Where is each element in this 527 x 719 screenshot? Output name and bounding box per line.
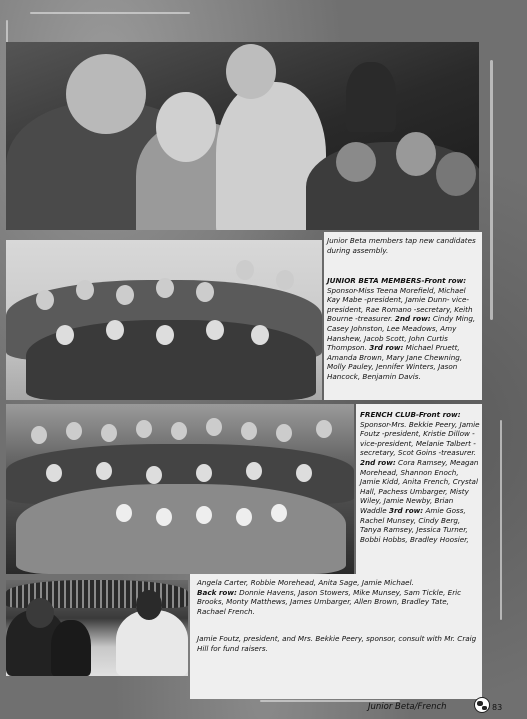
back-row: Donnie Havens, Jason Stowers, Mike Munsey, Sam Tickle, Eric Brooks, Monty Matthews, James Umbarger, Allen Brown, Bradley Tate, Rachael French. [197, 587, 462, 616]
french-row3-cont: Angela Carter, Robbie Morehead, Anita Sage, Jamie Michael. [197, 578, 414, 587]
french-row3: Amie Goss, Rachel Munsey, Cindy Berg, Tanya Ramsey, Jessica Turner, Bobbi Hobbs, Bradley Hoosier, [360, 505, 469, 544]
globe-icon [474, 697, 490, 713]
beta-row3-label: 3rd row: [369, 343, 404, 353]
fundraiser-caption: Jamie Foutz, president, and Mrs. Bekkie Peery, sponsor, consult with Mr. Craig Hill for fund raisers. [197, 634, 477, 653]
french-continuation-caption [197, 578, 479, 616]
french-club-group-photo [6, 404, 354, 574]
junior-beta-caption [327, 276, 479, 382]
fundraiser-photo [6, 580, 188, 676]
marble-vein [500, 420, 502, 620]
assembly-photo [6, 42, 479, 230]
french-row2: Cora Ramsey, Meagan Morehead, Shannon Enoch, Jamie Kidd, Anita French, Crystal Hall, Pachess Umbarger, Misty Wiley, Jamie Newby, Brian Waddle [360, 457, 479, 515]
marble-vein [30, 12, 190, 14]
french-club-caption [360, 410, 480, 544]
beta-row2: Cindy Ming, Casey Johnston, Lee Meadows, Amy Hanshew, Jacob Scott, John Curtis Thompson. [327, 314, 476, 353]
beta-front-row: Sponsor-Miss Teena Morefield, Michael Kay Mabe -president, Jamie Dunn- vice-president, Rae Romano -secretary, Keith Bourne -treasurer. [327, 285, 473, 324]
french-heading: FRENCH CLUB-Front row: [360, 410, 461, 419]
french-row3-label: 3rd row: [388, 505, 424, 515]
french-front-row: Sponsor-Mrs. Bekkie Peery, Jamie Foutz -president, Kristie Dillow -vice-president, Melanie Talbert -secretary, Scot Goins -treasurer. [360, 419, 480, 458]
french-row2-label: 2nd row: [360, 457, 396, 467]
page-number: 83 [492, 703, 503, 712]
junior-beta-group-photo [6, 240, 322, 400]
assembly-caption: Junior Beta members tap new candidates during assembly. [327, 236, 476, 255]
beta-heading: JUNIOR BETA MEMBERS-Front row: [327, 276, 467, 285]
back-row-label: Back row: [197, 587, 237, 597]
beta-row2-label: 2nd row: [394, 314, 431, 324]
section-footer: Junior Beta/French [368, 702, 447, 712]
beta-row3: Michael Pruett, Amanda Brown, Mary Jane Chewning, Molly Pauley, Jennifer Winters, Jason Hancock, Benjamin Davis. [327, 343, 463, 381]
marble-vein [490, 60, 493, 320]
